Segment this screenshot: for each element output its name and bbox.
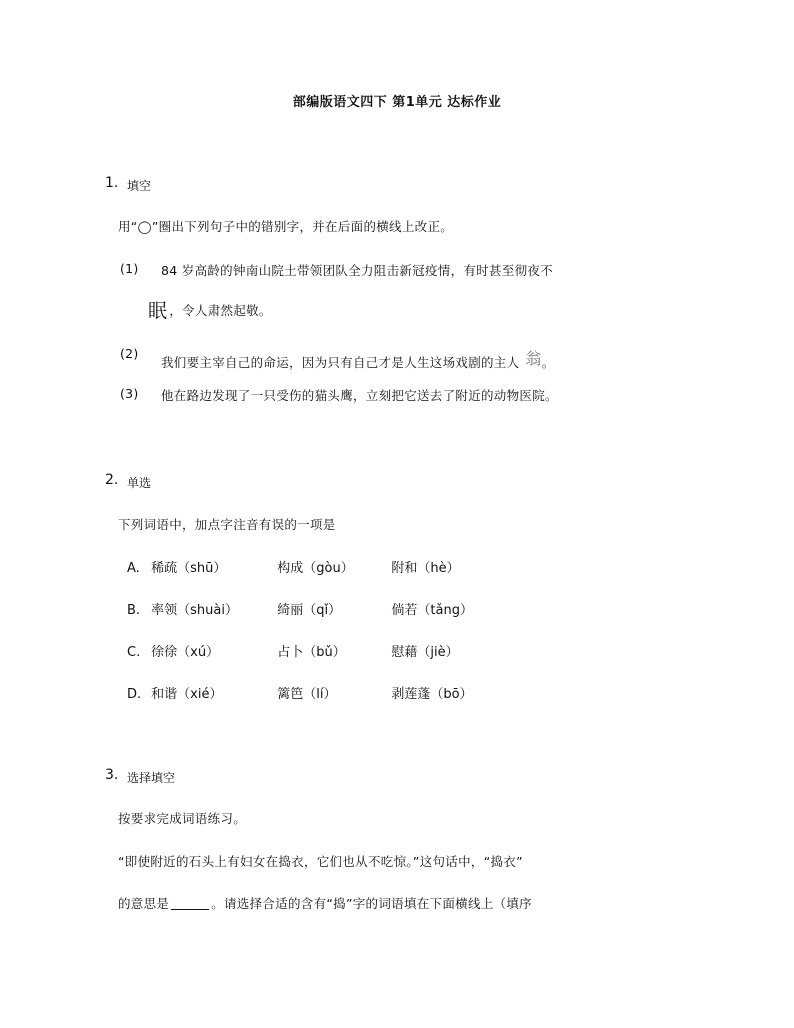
answer-blank[interactable]	[171, 897, 209, 910]
q2-number: 2.	[105, 472, 119, 488]
q2-option-d-word1: 和谐（xié）	[151, 687, 223, 702]
q1-item1-rest: ，令人肃然起敬。	[169, 303, 272, 318]
q1-item2-gray-char: 翁	[525, 349, 542, 368]
q1-item2-sentence: 我们要主宰自己的命运，因为只有自己才是人生这场戏剧的主人	[161, 355, 520, 370]
q3-paragraph-line1: “即使附近的石头上有妇女在捣衣，它们也从不吃惊。”这句话中，“捣衣”	[118, 854, 523, 869]
q2-option-b-word3: 倘若（tǎng）	[391, 603, 473, 618]
q3-paragraph-line2	[118, 894, 532, 912]
q3-line2-start: 的意思是	[118, 896, 170, 911]
q2-instruction: 下列词语中，加点字注音有误的一项是	[118, 517, 336, 532]
q2-option-d-label: D.	[127, 687, 142, 702]
q1-item1-text: 84 岁高龄的钟南山院土带领团队全力阻击新冠疫情，有时甚至彻夜不	[161, 263, 553, 278]
q1-instruction: 用“◯”圈出下列句子中的错别字，并在后面的横线上改正。	[118, 219, 454, 234]
q2-option-b-word2: 绮丽（qǐ）	[277, 603, 342, 618]
q1-type: 填空	[127, 179, 152, 193]
q3-type: 选择填空	[127, 771, 176, 785]
q2-option-a-word2: 构成（gòu）	[277, 561, 354, 576]
q3-instruction: 按要求完成词语练习。	[118, 811, 247, 826]
page-title: 部编版语文四下 第1单元 达标作业	[292, 95, 502, 110]
q1-item2-text	[161, 346, 555, 371]
q1-number: 1.	[105, 175, 119, 191]
q2-option-d-word3: 剥莲蓬（bō）	[391, 687, 473, 702]
q2-option-b-label: B.	[127, 603, 141, 618]
q1-item1-big-char: 眠	[148, 300, 168, 322]
q1-item1-continuation	[148, 296, 272, 323]
q2-option-a-word3: 附和（hè）	[391, 561, 460, 576]
q1-item2-number: (2)	[120, 346, 139, 361]
q1-item2-end: 。	[541, 355, 555, 370]
q1-item1-number: (1)	[120, 261, 139, 276]
q2-option-c-word2: 占卜（bǔ）	[277, 645, 346, 660]
q2-option-c-word1: 徐徐（xú）	[151, 645, 220, 660]
q1-item3-text: 他在路边发现了一只受伤的猫头鹰，立刻把它送去了附近的动物医院。	[161, 388, 558, 403]
q2-option-a[interactable]	[127, 557, 460, 576]
q2-option-b-word1: 率领（shuài）	[151, 603, 238, 618]
q2-option-d-word2: 篱笆（lí）	[277, 687, 337, 702]
q2-option-b[interactable]	[127, 599, 473, 618]
q2-option-c[interactable]	[127, 641, 459, 660]
q3-line2-end: 。请选择合适的含有“捣”字的词语填在下面横线上（填序	[211, 896, 532, 911]
q2-option-c-label: C.	[127, 645, 141, 660]
q2-type: 单选	[127, 476, 152, 490]
q2-option-c-word3: 慰藉（jiè）	[391, 645, 459, 660]
q1-item3-number: (3)	[120, 386, 139, 401]
q2-option-a-label: A.	[127, 561, 140, 576]
q2-option-a-word1: 稀疏（shū）	[151, 561, 227, 576]
q3-number: 3.	[105, 767, 119, 783]
q2-option-d[interactable]	[127, 683, 473, 702]
